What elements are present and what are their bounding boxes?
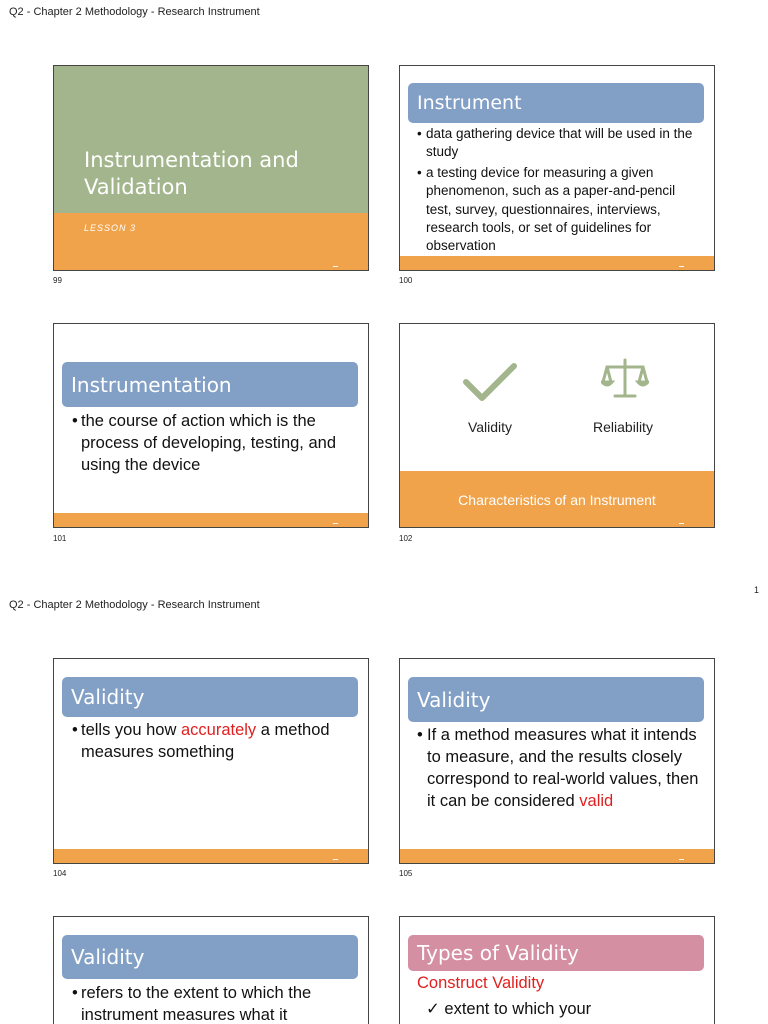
- slide-marker: [333, 859, 338, 860]
- orange-band: [400, 256, 714, 270]
- lesson-label: LESSON 3: [84, 223, 137, 233]
- slide-104: [53, 658, 369, 864]
- orange-band: [54, 213, 368, 270]
- checkmark-icon: [462, 360, 518, 404]
- bullet-list: [72, 982, 358, 1024]
- slide-title: Types of Validity: [408, 935, 704, 971]
- page-header: Q2 - Chapter 2 Methodology - Research Instrument: [9, 6, 260, 18]
- slide-101: [53, 323, 369, 528]
- slide-number: 105: [399, 869, 413, 878]
- slide-marker: [679, 523, 684, 524]
- slide-number: 101: [53, 534, 67, 543]
- bullet-item: • the course of action which is the process of developing, testing, and using the device: [72, 410, 356, 476]
- bullet-list: [417, 724, 702, 812]
- bullet-item: [417, 724, 702, 812]
- slide-106: [53, 916, 369, 1024]
- slide-107: [399, 916, 715, 1024]
- bullet-text: tells you how: [81, 721, 181, 739]
- orange-band: [54, 849, 368, 863]
- page-number: 1: [754, 585, 760, 595]
- slide-marker: [333, 266, 338, 267]
- check-item: [426, 999, 591, 1019]
- section-subtitle: Construct Validity: [417, 974, 545, 992]
- check-bullet-icon: ✓: [426, 1000, 440, 1018]
- slide-title: Instrument: [408, 83, 704, 123]
- highlight-text: valid: [579, 792, 614, 810]
- orange-band: [400, 849, 714, 863]
- bullet-text: • refers to the extent to which the instrument measures what it: [81, 984, 312, 1024]
- slide-100: [399, 65, 715, 271]
- page-header: Q2 - Chapter 2 Methodology - Research Instrument: [9, 599, 260, 611]
- slide-marker: [679, 859, 684, 860]
- slide-number: 102: [399, 534, 413, 543]
- slide-marker: [333, 523, 338, 524]
- slide-title: [84, 147, 299, 201]
- bullet-list: [72, 410, 356, 476]
- reliability-label: Reliability: [593, 419, 653, 435]
- caption: Characteristics of an Instrument: [458, 492, 656, 508]
- slide-title: Validity: [62, 935, 358, 979]
- slide-105: [399, 658, 715, 864]
- slide-102: [399, 323, 715, 528]
- scale-icon: [601, 358, 649, 400]
- check-item-text: extent to which your: [444, 1000, 592, 1018]
- bullet-item: • a testing device for measuring a given phenomenon, such as a paper-and-pencil test, survey, questionnaires, interviews, research tools, or set of guidelines for observation: [417, 164, 700, 256]
- bullet-text: a method measures something: [81, 721, 330, 761]
- validity-label: Validity: [467, 419, 513, 435]
- slide-title: Validity: [62, 677, 358, 717]
- slide-title: Instrumentation: [62, 362, 358, 407]
- highlight-text: accurately: [180, 721, 257, 739]
- title-line-2: Validation: [84, 175, 188, 199]
- slide-number: 104: [53, 869, 67, 878]
- bullet-list: [72, 719, 356, 763]
- slide-title: Validity: [408, 677, 704, 722]
- bullet-item: [72, 982, 358, 1024]
- slide-99: [53, 65, 369, 271]
- bullet-text: If a method measures what it intends to measure, and the results closely correspond to real-world values, then it can be considered: [427, 726, 699, 810]
- bullet-item: • data gathering device that will be used in the study: [417, 125, 700, 162]
- slide-number: 99: [53, 276, 62, 285]
- bullet-item: [72, 719, 356, 763]
- bullet-list: [417, 125, 700, 256]
- orange-band: [54, 513, 368, 527]
- slide-number: 100: [399, 276, 413, 285]
- title-line-1: Instrumentation and: [84, 148, 299, 172]
- slide-marker: [679, 266, 684, 267]
